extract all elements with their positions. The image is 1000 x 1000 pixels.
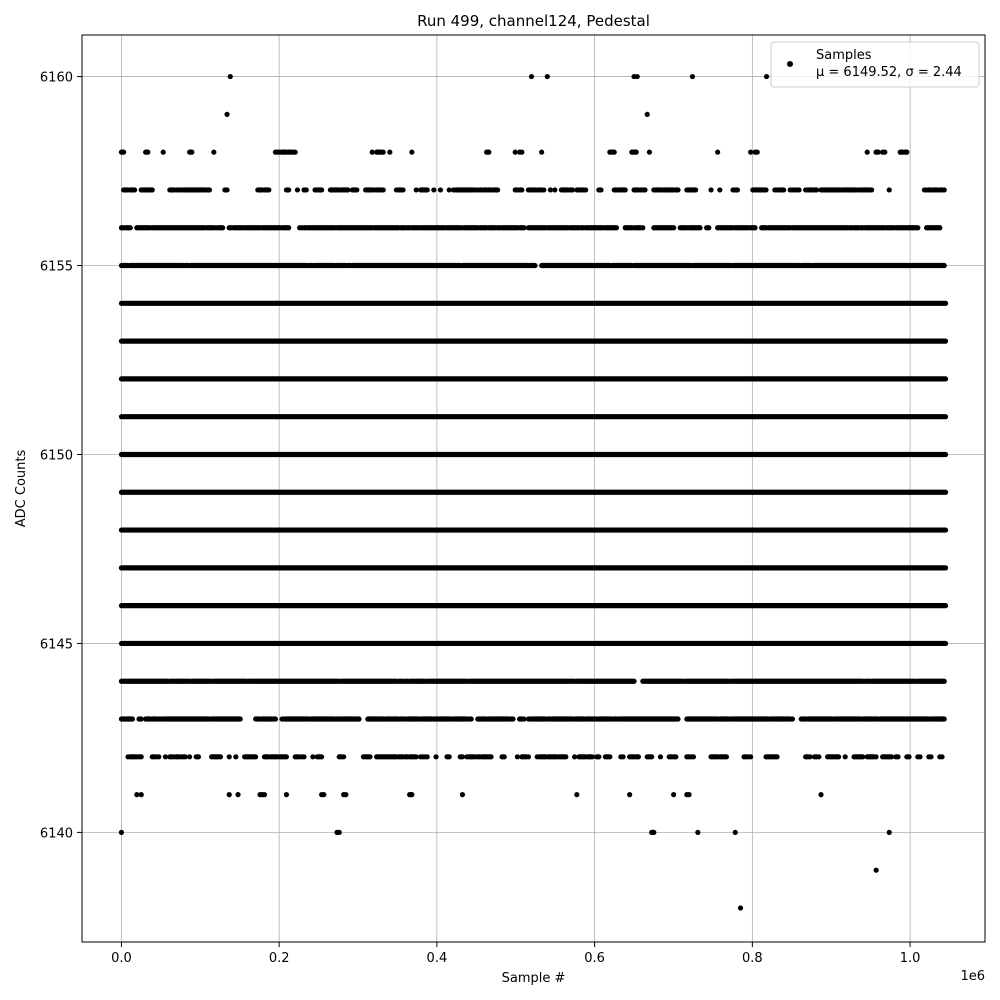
data-point: [262, 792, 267, 797]
data-point: [764, 74, 769, 79]
data-point: [627, 792, 632, 797]
legend-stats: μ = 6149.52, σ = 2.44: [816, 65, 962, 80]
data-point: [227, 792, 232, 797]
data-point: [708, 187, 713, 192]
data-point: [738, 905, 743, 910]
data-point: [917, 754, 922, 759]
data-point: [224, 112, 229, 117]
chart-title: Run 499, channel124, Pedestal: [417, 12, 650, 30]
data-point: [519, 150, 524, 155]
y-tick-label: 6155: [39, 259, 73, 275]
x-tick-label: 0.8: [742, 951, 763, 966]
data-point: [460, 792, 465, 797]
data-point: [381, 187, 386, 192]
data-point: [541, 187, 546, 192]
data-point: [425, 754, 430, 759]
data-point: [942, 187, 947, 192]
data-point: [671, 792, 676, 797]
data-point: [796, 187, 801, 192]
data-point: [574, 792, 579, 797]
data-point: [790, 716, 795, 721]
data-point: [387, 150, 392, 155]
data-point: [321, 792, 326, 797]
data-point: [635, 74, 640, 79]
data-point: [647, 150, 652, 155]
data-point: [341, 754, 346, 759]
data-point: [887, 187, 892, 192]
data-point: [552, 187, 557, 192]
data-point: [939, 754, 944, 759]
data-point: [227, 754, 232, 759]
y-tick-label: 6145: [39, 637, 73, 653]
y-tick-label: 6140: [39, 826, 73, 842]
x-axis-label: Sample #: [501, 971, 566, 986]
data-point: [691, 754, 696, 759]
data-point: [161, 150, 166, 155]
data-point: [539, 150, 544, 155]
data-point: [882, 150, 887, 155]
data-point: [228, 74, 233, 79]
x-tick-label: 0.0: [111, 951, 132, 966]
data-point: [733, 830, 738, 835]
data-point: [843, 754, 848, 759]
data-point: [583, 187, 588, 192]
data-point: [187, 754, 192, 759]
x-tick-label: 0.2: [268, 951, 290, 966]
data-point: [695, 830, 700, 835]
x-tick-label: 1.0: [899, 951, 921, 966]
data-point: [431, 187, 436, 192]
legend: [771, 42, 979, 87]
data-point: [301, 754, 306, 759]
data-point: [529, 74, 534, 79]
data-point: [928, 754, 933, 759]
legend-label: Samples: [816, 48, 872, 63]
data-point: [139, 792, 144, 797]
data-point: [874, 868, 879, 873]
data-point: [438, 187, 443, 192]
data-point: [235, 792, 240, 797]
legend-marker: [787, 61, 793, 67]
data-point: [748, 754, 753, 759]
data-point: [818, 792, 823, 797]
data-point: [343, 792, 348, 797]
data-point: [690, 74, 695, 79]
data-point: [686, 792, 691, 797]
data-point: [873, 754, 878, 759]
data-point: [645, 112, 650, 117]
data-point: [865, 150, 870, 155]
data-point: [658, 754, 663, 759]
data-point: [400, 187, 405, 192]
y-tick-label: 6150: [39, 448, 73, 464]
data-point: [337, 830, 342, 835]
y-axis-label: ADC Counts: [14, 449, 29, 528]
data-point: [887, 830, 892, 835]
data-point: [409, 150, 414, 155]
data-point: [755, 150, 760, 155]
data-point: [715, 150, 720, 155]
data-point: [869, 187, 874, 192]
data-point: [211, 150, 216, 155]
data-point: [295, 187, 300, 192]
data-point: [620, 754, 625, 759]
data-point: [545, 74, 550, 79]
data-point: [119, 830, 124, 835]
data-point: [293, 150, 298, 155]
data-point: [640, 225, 645, 230]
data-point: [433, 754, 438, 759]
data-point: [233, 754, 238, 759]
data-point: [381, 150, 386, 155]
x-axis-offset-label: 1e6: [960, 969, 985, 984]
data-point: [156, 754, 161, 759]
x-tick-label: 0.4: [426, 951, 448, 966]
x-tick-label: 0.6: [584, 951, 605, 966]
data-point: [284, 792, 289, 797]
data-point: [816, 754, 821, 759]
data-point: [469, 716, 474, 721]
data-point: [717, 187, 722, 192]
data-point: [526, 754, 531, 759]
y-tick-label: 6160: [39, 70, 73, 86]
